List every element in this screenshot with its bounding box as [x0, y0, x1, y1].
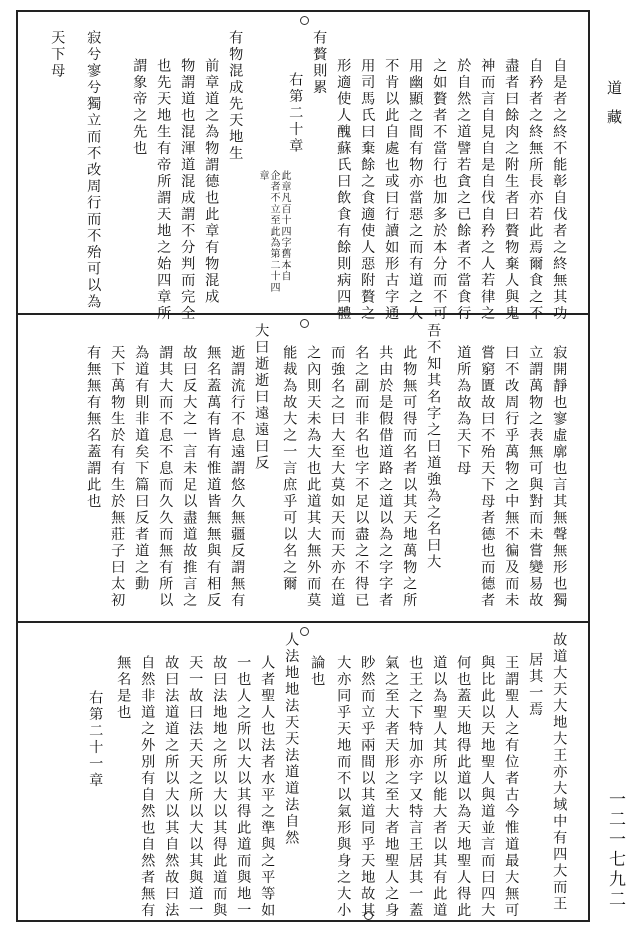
text-column: 王謂聖人之有位者古今惟道最大無可 — [503, 655, 520, 919]
margin-title: 道藏 — [605, 80, 623, 138]
text-column: 前章道之為物謂德也此章有物混成 — [203, 58, 220, 306]
text-column: 道以為聖人其所以能大者以其有此道 — [431, 655, 448, 919]
text-column: 之內則天未為大也此道其大無外而莫 — [305, 345, 322, 609]
text-column: 於自然之道譬若貪之已餘者不當食行 — [455, 58, 472, 322]
text-column: 眇然而立乎兩間以其道同乎天地故其 — [359, 655, 376, 919]
text-column: 謂象帝之先也 — [131, 58, 148, 157]
text-column: 形適使人醜蘇氏曰飲食有餘則病四體 — [335, 58, 352, 322]
text-column: 一也人之所以大以其得此道而與地一 — [235, 655, 252, 919]
text-column: 不肯以此自處也或曰行讀如形古字通 — [383, 58, 400, 322]
text-column: 自矜者之終無所長亦若此焉爾食之不 — [527, 58, 544, 322]
text-column: 人法地地法天天法道道法自然 — [283, 632, 300, 847]
text-column: 此物無可得而名者以其天地萬物之所 — [401, 345, 418, 609]
panel-divider-bottom — [16, 621, 590, 623]
text-column: 大曰逝逝曰遠遠曰反 — [253, 323, 270, 472]
text-column: 之如贅者不當行也加多於本分而不可 — [431, 58, 448, 322]
text-column: 有無無有無名蓋謂此也 — [85, 345, 102, 510]
text-column: 天下母 — [49, 30, 66, 80]
inline-note: 此章凡百十四字舊本自 — [279, 170, 290, 282]
text-column: 氣之至大者天形之至大者地聖人之身 — [383, 655, 400, 919]
text-column: 謂其大而不息不息而久久而無有所以 — [157, 345, 174, 609]
section-marker-icon — [300, 627, 309, 636]
text-column: 也先天地生有帝所謂天地之始四章所 — [155, 58, 172, 322]
text-column: 自然非道之外別有自然也自然者無有 — [139, 655, 156, 919]
inline-note: 企者不立至此為第二十四 — [268, 170, 279, 294]
text-column: 故曰法地地之所以大以其得此道而與 — [211, 655, 228, 919]
text-column: 神而言自見自是自伐自矜之人若律之 — [479, 58, 496, 322]
text-column: 天一故曰法天天之所以大以其與道一 — [187, 655, 204, 919]
text-column: 無名是也 — [115, 655, 132, 721]
text-column: 能裁為故大之一言庶乎可以名之爾 — [281, 345, 298, 593]
chapter-heading: 右第二十章 — [287, 72, 304, 155]
text-column: 人者聖人也法者水平之準與之平等如 — [259, 655, 276, 919]
text-column: 何也蓋天地得此道以為天地聖人得此 — [455, 655, 472, 919]
text-column: 為道有則非道矣下篇曰反者道之動 — [133, 345, 150, 593]
text-column: 物謂道也混渾道混成謂不分判而完全 — [179, 58, 196, 322]
chapter-heading: 右第二十一章 — [87, 690, 104, 789]
text-column: 用幽顯之間有物亦當惡之而有道之人 — [407, 58, 424, 322]
page-number: 一二一七九二 — [605, 790, 625, 910]
text-column: 有贅則累 — [311, 30, 328, 96]
text-column: 有物混成先天地生 — [227, 30, 244, 162]
text-column: 也王之下特加亦字又特言王居其一蓋 — [407, 655, 424, 919]
text-column: 嘗窮匱故曰不殆天下母者德也而德者 — [479, 345, 496, 609]
text-column: 故曰法道道之所以大以其自然故曰法 — [163, 655, 180, 919]
section-marker-icon — [300, 16, 309, 25]
text-column: 大亦同乎天地而不以氣形與身之大小 — [335, 655, 352, 919]
section-marker-icon — [300, 319, 309, 328]
text-column: 逝謂流行不息遠謂悠久無疆反謂無有 — [229, 345, 246, 609]
text-column: 立謂萬物之表無可與對而未嘗變易故 — [527, 345, 544, 609]
text-column: 寂開靜也寥虛廓也言其無聲無形也獨 — [551, 345, 568, 609]
text-column: 道所為故為天下母 — [455, 345, 472, 477]
text-column: 論也 — [309, 655, 326, 688]
text-column: 與比此以天地聖人與道並言而曰四大 — [479, 655, 496, 919]
text-column: 名之副而非名也字不足以盡之不得已 — [353, 345, 370, 609]
text-column: 而強名之曰大至大莫如天而天亦在道 — [329, 345, 346, 609]
text-column: 自是者之終不能彰自伐者之終無其功 — [551, 58, 568, 322]
text-column: 故道大天大地大王亦大域中有四大而王 — [551, 632, 568, 913]
text-column: 盡者曰餘肉之附生者曰贅物棄人與鬼 — [503, 58, 520, 322]
inline-note: 章 — [257, 170, 268, 182]
text-column: 居其一焉 — [527, 652, 544, 718]
text-column: 無名蓋萬有皆有惟道皆無無與有相反 — [205, 345, 222, 609]
text-column: 寂兮寥兮獨立而不改周行而不殆可以為 — [85, 30, 102, 311]
text-column: 故曰反大之一言未足以盡道故推言之 — [181, 345, 198, 609]
text-column: 吾不知其名字之曰道強為之名曰大 — [425, 323, 442, 571]
text-column: 共由於是假借道路之道以為之字字者 — [377, 345, 394, 609]
text-column: 用司馬氏曰棄餘之食適使人惡附贅之 — [359, 58, 376, 322]
text-column: 天下萬物生於有有生於無莊子曰太初 — [109, 345, 126, 609]
text-column: 曰不改周行乎萬物之中無不徧及而未 — [503, 345, 520, 609]
